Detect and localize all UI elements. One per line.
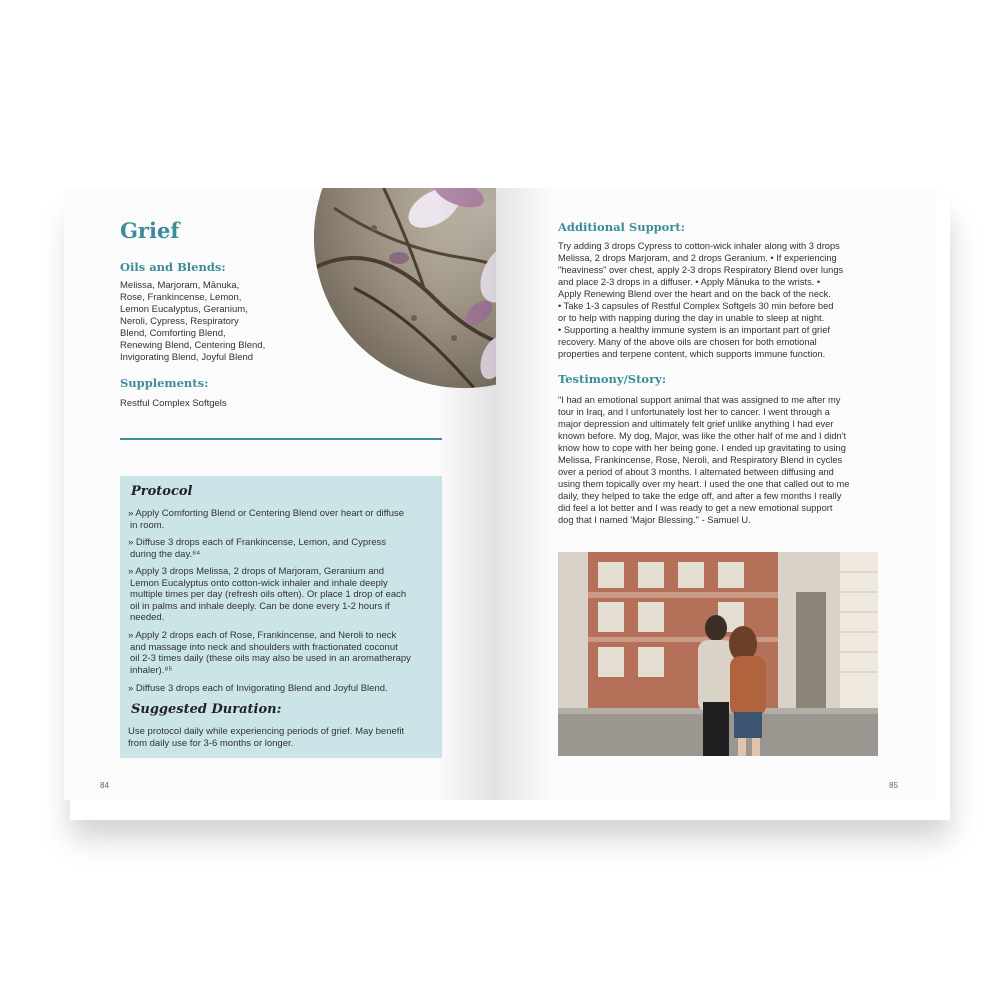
protocol-item: » Apply Comforting Blend or Centering Blend over heart or diffuse in room. bbox=[128, 508, 405, 531]
page-number-right: 85 bbox=[889, 781, 898, 790]
couple-photo bbox=[558, 552, 878, 756]
testimony-text: "I had an emotional support animal that was assigned to me after my tour in Iraq, and I unfortunately lost her to cancer. I went through a major depression and ultimately felt grief unlike anything I had ever known before. My dog, Major, was like the other half of me and I didn't know how to cope with her being gone. I ended up gravitating to using Melissa, Frankincense, Rose, Neroli, and Respiratory Blend in cycles over a period of about 3 months. I alternated between diffusing and using them topically over my heart. I used the one that called out to me daily, they helped to take the edge off, and after a few months I really did feel a lot better and I was ready to get a new emotional support dog that I named 'Major Blessing." - Samuel U. bbox=[558, 395, 850, 525]
page-title: Grief bbox=[120, 218, 180, 243]
protocol-heading: Protocol bbox=[131, 484, 193, 499]
supplements-text: Restful Complex Softgels bbox=[120, 398, 227, 409]
testimony-heading: Testimony/Story: bbox=[558, 372, 667, 386]
additional-support-heading: Additional Support: bbox=[558, 220, 685, 234]
left-page bbox=[64, 188, 496, 800]
oils-heading: Oils and Blends: bbox=[120, 260, 226, 274]
right-page bbox=[496, 188, 936, 800]
protocol-item: » Diffuse 3 drops each of Invigorating Blend and Joyful Blend. bbox=[128, 683, 388, 694]
protocol-box bbox=[120, 476, 442, 758]
oils-list: Melissa, Marjoram, Mānuka, Rose, Frankincense, Lemon, Lemon Eucalyptus, Geranium, Neroli, Cypress, Respiratory Blend, Comforting Blend, Renewing Blend, Centering Blend, Invigorating Blend, Joyful Blend bbox=[120, 280, 266, 363]
protocol-item: » Apply 3 drops Melissa, 2 drops of Marjoram, Geranium and Lemon Eucalyptus onto cotton-wick inhaler and inhale deeply multiple times per day (refresh oils often). Or place 1 drop of each oil in palms and inhale deeply. Can be done every 1-2 hours if needed. bbox=[128, 566, 407, 623]
section-divider bbox=[120, 438, 442, 440]
supplements-heading: Supplements: bbox=[120, 376, 209, 390]
duration-text: Use protocol daily while experiencing periods of grief. May benefit from daily use for 3-6 months or longer. bbox=[128, 726, 405, 749]
protocol-item: » Apply 2 drops each of Rose, Frankincense, and Neroli to neck and massage into neck and shoulders with fractionated coconut oil 2-3 times daily (these oils may also be used in an aromatherapy inhaler).⁸⁵ bbox=[128, 630, 411, 676]
page-number-left: 84 bbox=[100, 781, 109, 790]
protocol-item: » Diffuse 3 drops each of Frankincense, Lemon, and Cypress during the day.⁸⁴ bbox=[128, 537, 387, 560]
gutter-shadow bbox=[436, 188, 496, 800]
gutter-shadow bbox=[496, 188, 551, 800]
additional-support-text: Try adding 3 drops Cypress to cotton-wick inhaler along with 3 drops Melissa, 2 drops Marjoram, and 2 drops Geranium. • If experiencing "heaviness" over chest, apply 2-3 drops Respiratory Blend over lungs and place 2-3 drops in a diffuser. • Apply Mānuka to the wrists. • Apply Renewing Blend over the heart and on the back of the neck. • Take 1-3 capsules of Restful Complex Softgels 30 min before bed or to help with napping during the day in unable to sleep at night. • Supporting a healthy immune system is an important part of grief recovery. Many of the above oils are chosen for both emotional properties and terpene content, which supports immune function. bbox=[558, 241, 844, 359]
duration-heading: Suggested Duration: bbox=[131, 702, 282, 717]
